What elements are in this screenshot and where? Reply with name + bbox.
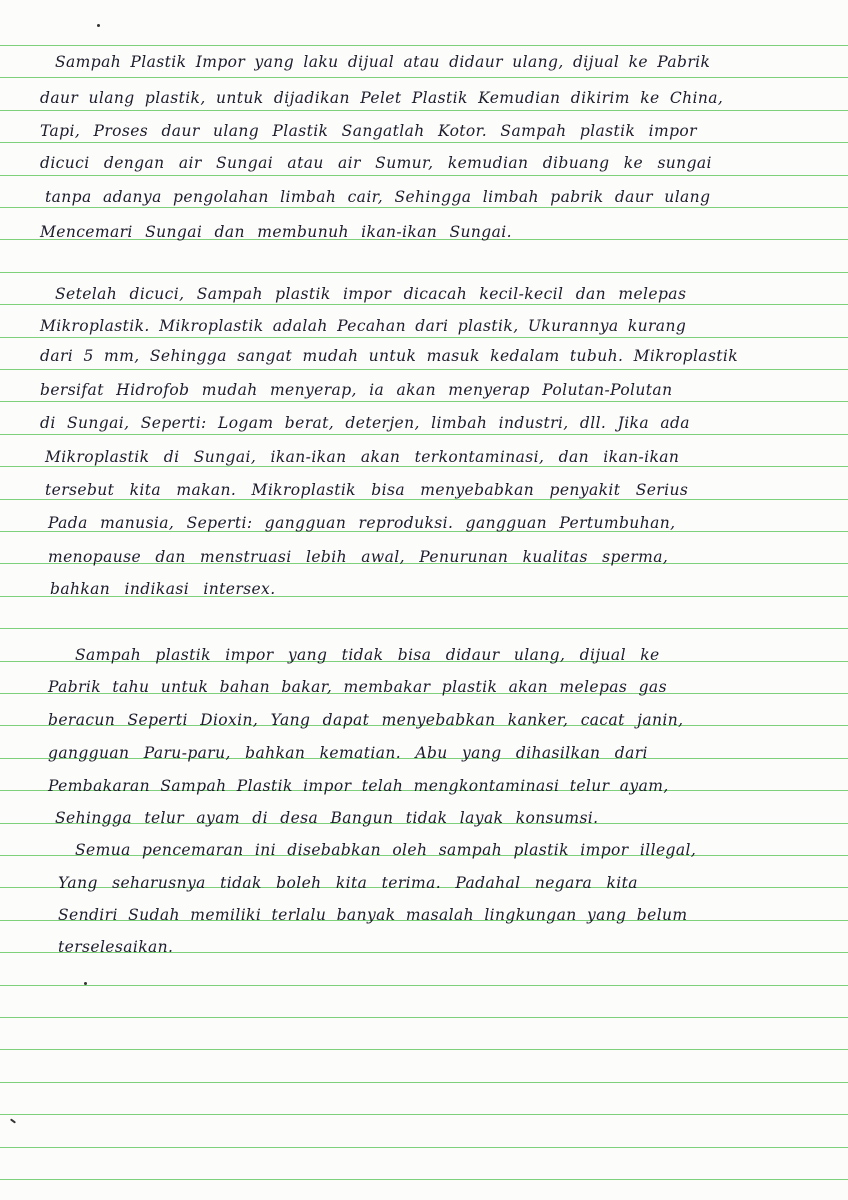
ruled-line — [0, 77, 848, 78]
ruled-line — [0, 1179, 848, 1180]
essay-line: Sampah Plastik Impor yang laku dijual atau didaur ulang, dijual ke Pabrik — [55, 53, 711, 71]
ink-dot — [84, 982, 87, 985]
essay-line: tanpa adanya pengolahan limbah cair, Sehingga limbah pabrik daur ulang — [45, 188, 711, 206]
ruled-line — [0, 45, 848, 46]
ruled-line — [0, 1082, 848, 1083]
essay-line: Mencemari Sungai dan membunuh ikan-ikan Sungai. — [40, 223, 512, 241]
essay-line: Sampah plastik impor yang tidak bisa didaur ulang, dijual ke — [75, 646, 660, 664]
essay-line: daur ulang plastik, untuk dijadikan Pelet Plastik Kemudian dikirim ke China, — [40, 89, 724, 107]
essay-line: Mikroplastik. Mikroplastik adalah Pecahan dari plastik, Ukurannya kurang — [40, 317, 687, 335]
essay-line: menopause dan menstruasi lebih awal, Penurunan kualitas sperma, — [48, 548, 669, 566]
ruled-line — [0, 110, 848, 111]
essay-line: Sehingga telur ayam di desa Bangun tidak layak konsumsi. — [55, 809, 599, 827]
ruled-line — [0, 369, 848, 370]
essay-line: Tapi, Proses daur ulang Plastik Sangatlah Kotor. Sampah plastik impor — [40, 122, 697, 140]
essay-line: Sendiri Sudah memiliki terlalu banyak masalah lingkungan yang belum — [58, 906, 688, 924]
essay-line: beracun Seperti Dioxin, Yang dapat menyebabkan kanker, cacat janin, — [48, 711, 684, 729]
ruled-line — [0, 1049, 848, 1050]
essay-line: di Sungai, Seperti: Logam berat, deterjen, limbah industri, dll. Jika ada — [40, 414, 690, 432]
ruled-line — [0, 401, 848, 402]
ruled-line — [0, 1147, 848, 1148]
essay-line: Setelah dicuci, Sampah plastik impor dicacah kecil-kecil dan melepas — [55, 285, 687, 303]
essay-line: Semua pencemaran ini disebabkan oleh sampah plastik impor illegal, — [75, 841, 697, 859]
essay-line: dicuci dengan air Sungai atau air Sumur, kemudian dibuang ke sungai — [40, 154, 712, 172]
ruled-line — [0, 337, 848, 338]
ruled-line — [0, 175, 848, 176]
ruled-line — [0, 985, 848, 986]
essay-line: bahkan indikasi intersex. — [50, 580, 276, 598]
ruled-line — [0, 628, 848, 629]
essay-line: tersebut kita makan. Mikroplastik bisa menyebabkan penyakit Serius — [45, 481, 689, 499]
ruled-line — [0, 1114, 848, 1115]
essay-line: gangguan Paru-paru, bahkan kematian. Abu yang dihasilkan dari — [48, 744, 648, 762]
ruled-line — [0, 1017, 848, 1018]
essay-line: Pabrik tahu untuk bahan bakar, membakar plastik akan melepas gas — [48, 678, 667, 696]
essay-line: dari 5 mm, Sehingga sangat mudah untuk masuk kedalam tubuh. Mikroplastik — [40, 347, 739, 365]
essay-line: Yang seharusnya tidak boleh kita terima. Padahal negara kita — [58, 874, 638, 892]
ruled-line — [0, 142, 848, 143]
essay-line: bersifat Hidrofob mudah menyerap, ia akan menyerap Polutan-Polutan — [40, 381, 673, 399]
essay-line: Mikroplastik di Sungai, ikan-ikan akan terkontaminasi, dan ikan-ikan — [45, 448, 680, 466]
ruled-line — [0, 272, 848, 273]
ruled-line — [0, 434, 848, 435]
ink-mark — [10, 1118, 16, 1123]
essay-line: terselesaikan. — [58, 938, 174, 956]
essay-line: Pada manusia, Seperti: gangguan reproduksi. gangguan Pertumbuhan, — [48, 514, 676, 532]
ruled-line — [0, 304, 848, 305]
ink-dot — [97, 24, 100, 27]
essay-line: Pembakaran Sampah Plastik impor telah mengkontaminasi telur ayam, — [48, 777, 669, 795]
ruled-line — [0, 207, 848, 208]
